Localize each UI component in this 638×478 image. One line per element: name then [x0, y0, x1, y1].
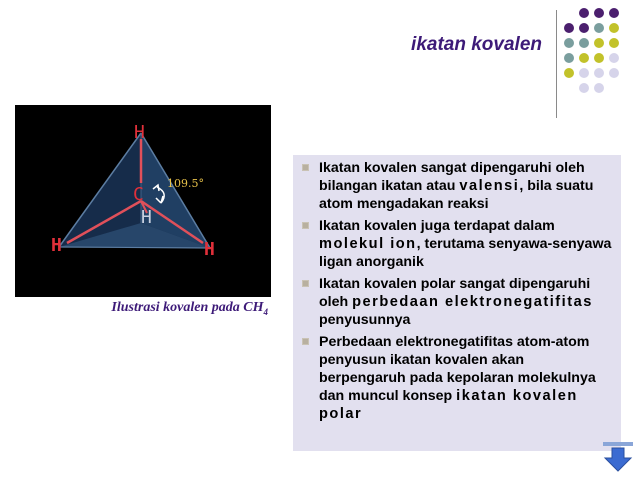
decorative-dot — [594, 83, 604, 93]
decorative-dot — [609, 38, 619, 48]
bullet-text: Ikatan kovalen polar sangat dipengaruhi oleh — [319, 276, 591, 310]
decorative-dot — [594, 8, 604, 18]
decorative-dot — [579, 68, 589, 78]
decorative-dot — [579, 83, 589, 93]
bullet-text: Ikatan kovalen juga terdapat dalam — [319, 218, 555, 234]
hydrogen-right-label: H — [204, 239, 215, 260]
bullet-text: , terutama senyawa-senyawa ligan anorganik — [319, 236, 612, 270]
decorative-dot — [564, 68, 574, 78]
decorative-dot — [609, 53, 619, 63]
square-bullet-icon — [302, 222, 309, 229]
hydrogen-back-label: H — [141, 207, 152, 228]
bullet-item — [299, 333, 613, 423]
decorative-dot-grid — [564, 8, 634, 108]
ch4-tetrahedron-illustration — [15, 105, 271, 297]
decorative-dot — [594, 23, 604, 33]
bond-angle-label: 109.5° — [167, 177, 204, 190]
square-bullet-icon — [302, 338, 309, 345]
decorative-dot — [609, 68, 619, 78]
arrow-down-icon[interactable] — [603, 440, 635, 476]
decorative-dot — [564, 53, 574, 63]
decorative-dot — [594, 38, 604, 48]
emphasized-term: valensi — [459, 178, 520, 194]
emphasized-term: ikatan kovalen polar — [319, 388, 578, 422]
decorative-dot — [579, 8, 589, 18]
emphasized-term: perbedaan elektronegatifitas — [352, 294, 593, 310]
bullet-text: Ikatan kovalen sangat dipengaruhi oleh bilangan ikatan atau — [319, 160, 585, 194]
decorative-dot — [579, 23, 589, 33]
decorative-dot — [594, 68, 604, 78]
caption-subscript: 4 — [263, 306, 268, 317]
square-bullet-icon — [302, 164, 309, 171]
slide-title: ikatan kovalen — [411, 34, 542, 55]
bullet-text: penyusunnya — [319, 312, 411, 328]
decorative-dot — [594, 53, 604, 63]
decorative-dot — [579, 38, 589, 48]
decorative-dot — [609, 8, 619, 18]
decorative-dot — [579, 53, 589, 63]
square-bullet-icon — [302, 280, 309, 287]
decorative-dot — [564, 23, 574, 33]
hydrogen-top-label: H — [134, 122, 145, 143]
bullet-text: , bila suatu atom mengadakan reaksi — [319, 178, 594, 212]
emphasized-term: molekul ion — [319, 236, 417, 252]
bullet-list — [299, 159, 613, 423]
carbon-label: C — [133, 184, 144, 205]
hydrogen-left-label: H — [51, 235, 62, 256]
bullet-item — [299, 217, 613, 271]
content-panel — [293, 155, 621, 451]
bullet-item — [299, 275, 613, 329]
tetrahedron-svg — [15, 105, 271, 297]
figure-caption — [0, 300, 268, 317]
decorative-dot — [564, 38, 574, 48]
title-divider-line — [556, 10, 557, 118]
bullet-text: Perbedaan elektronegatifitas atom-atom penyusun ikatan kovalen akan berpengaruh pada kepolaran molekulnya dan muncul konsep — [319, 334, 596, 404]
decorative-dot — [609, 23, 619, 33]
bullet-item — [299, 159, 613, 213]
caption-text: Ilustrasi kovalen pada CH — [111, 300, 264, 315]
